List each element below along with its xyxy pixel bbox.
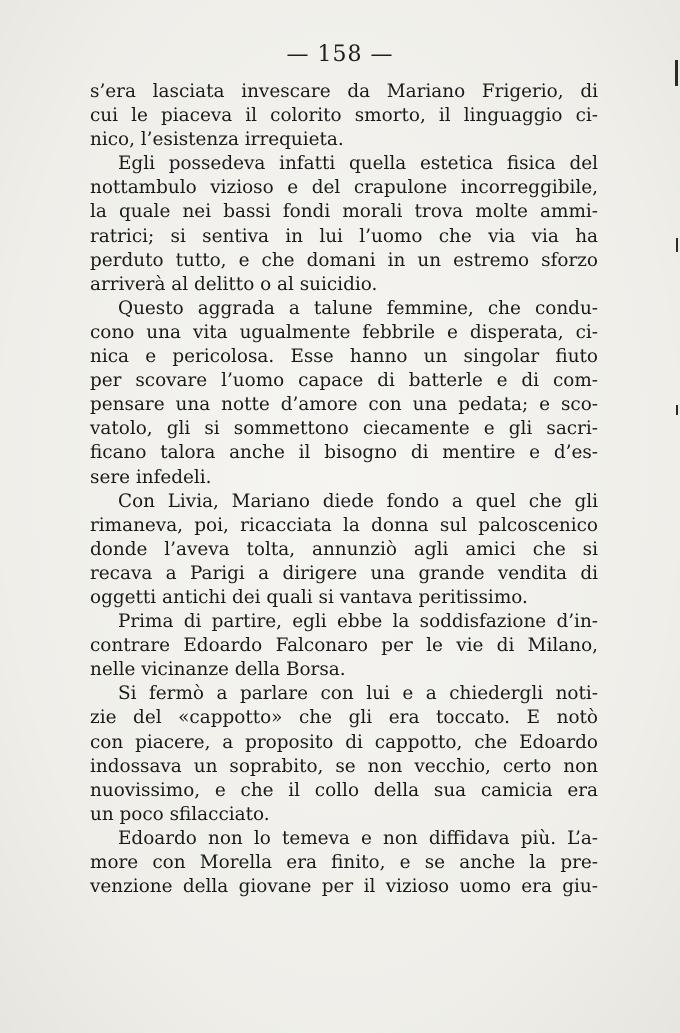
paragraph: [90, 490, 598, 610]
text-line: pensare una notte d’amore con una pedata; e sco-: [90, 394, 598, 416]
text-line: cui le piaceva il colorito smorto, il linguaggio ci-: [90, 105, 598, 127]
text-line: la quale nei bassi fondi morali trova molte ammi-: [90, 201, 598, 223]
text-line: rimaneva, poi, ricacciata la donna sul palcoscenico: [90, 514, 598, 536]
text-line: per scovare l’uomo capace di batterle e di com-: [90, 370, 598, 392]
text-line: arriverà al delitto o al suicidio.: [90, 273, 378, 295]
text-line: s’era lasciata invescare da Mariano Frigerio, di: [90, 81, 598, 102]
text-line: Prima di partire, egli ebbe la soddisfazione d’in-: [118, 611, 598, 633]
text-line: Con Livia, Mariano diede fondo a quel che gli: [118, 490, 598, 512]
paragraph: [90, 610, 598, 682]
paragraph: [90, 80, 598, 152]
text-line: Edoardo non lo temeva e non diffidava più. L’a-: [118, 827, 598, 849]
text-line: venzione della giovane per il vizioso uomo era giu-: [90, 876, 598, 898]
text-line: recava a Parigi a dirigere una grande vendita di: [90, 562, 598, 584]
text-line: nuovissimo, e che il collo della sua camicia era: [90, 779, 598, 801]
text-line: sere infedeli.: [90, 466, 212, 488]
text-line: Questo aggrada a talune femmine, che condu-: [118, 297, 598, 319]
page-edge-shadow: [675, 60, 678, 86]
page-edge-shadow: [676, 238, 678, 252]
page-edge-shadow: [676, 405, 678, 415]
paragraph: [90, 682, 598, 827]
text-line: nottambulo vizioso e del crapulone incorreggibile,: [90, 177, 598, 199]
text-line: contrare Edoardo Falconaro per le vie di Milano,: [90, 635, 598, 657]
text-line: ratrici; si sentiva in lui l’uomo che via via ha: [90, 225, 598, 247]
page-number: — 158 —: [286, 42, 394, 67]
text-line: oggetti antichi dei quali si vantava peritissimo.: [90, 586, 528, 608]
text-line: nico, l’esistenza irrequieta.: [90, 129, 344, 151]
paragraph: [90, 827, 598, 899]
paragraph: [90, 297, 598, 490]
body-text: [90, 80, 598, 899]
text-line: Si fermò a parlare con lui e a chiedergli noti-: [118, 683, 598, 705]
text-line: ficano talora anche il bisogno di mentire e d’es-: [90, 442, 598, 464]
text-line: con piacere, a proposito di cappotto, che Edoardo: [90, 731, 598, 753]
text-line: more con Morella era finito, e se anche la pre-: [90, 852, 598, 873]
text-line: zie del «cappotto» che gli era toccato. E notò: [90, 707, 598, 729]
paragraph: [90, 152, 598, 297]
text-line: nica e pericolosa. Esse hanno un singolar fiuto: [90, 346, 598, 368]
text-line: indossava un soprabito, se non vecchio, certo non: [90, 755, 598, 777]
text-line: donde l’aveva tolta, annunziò agli amici che si: [90, 538, 598, 560]
text-line: un poco sfilacciato.: [90, 803, 270, 825]
text-line: nelle vicinanze della Borsa.: [90, 659, 346, 681]
text-line: Egli possedeva infatti quella estetica fisica del: [118, 153, 598, 175]
text-line: cono una vita ugualmente febbrile e disperata, ci-: [90, 321, 598, 343]
text-line: vatolo, gli si sommettono ciecamente e gli sacri-: [90, 418, 598, 440]
text-line: perduto tutto, e che domani in un estremo sforzo: [90, 249, 598, 271]
